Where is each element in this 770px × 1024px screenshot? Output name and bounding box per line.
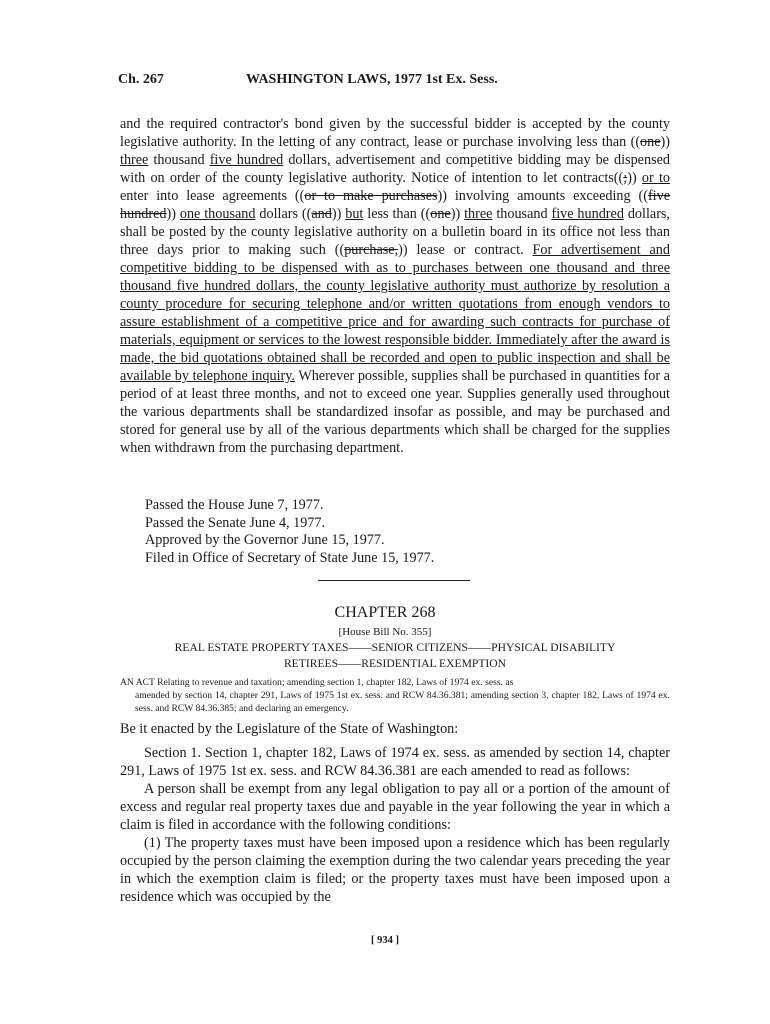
- struck-text: and: [311, 206, 332, 222]
- approved-governor: Approved by the Governor June 15, 1977.: [145, 532, 385, 548]
- text-run: thousand: [148, 152, 210, 168]
- inserted-text: ,: [326, 152, 331, 168]
- exemption-paragraph: A person shall be exempt from any legal obligation to pay all or a portion of the amount of excess and regular real property taxes due and payable in the year following the year in which a claim is filed in accordance with the following conditions:: [120, 781, 670, 833]
- text-run: dollars: [283, 152, 327, 168]
- inserted-text: For advertisement and competitive bidding to be dispensed with as to purchases between one thousand and three thousand five hundred dollars, the county legislative authority must authorize by resolution a county procedure for securing telephone and/or written quotations from enough vendors to assure establishment of a competitive price and for awarding such contracts for purchase of materials, equipment or services to the lowest responsible bidder. Immediately after the award is made, the bid quotations obtained shall be recorded and open to public inspection and shall be available by telephone inquiry.: [120, 242, 670, 384]
- text-run: advertisement and competitive bidding may be dispensed with on order of the county legislative authority. Notice of intention to let contracts((: [120, 152, 670, 186]
- text-run: Wherever possible, supplies shall be purchased in quantities for a period of at least three months, and not to exceed one year. Supplies generally used throughout the various departments shall be standardized insofar as possible, and may be purchased and stored for general use by all of the various departments which shall be charged for the supplies when withdrawn from the purchasing department.: [120, 368, 670, 456]
- filed-secretary: Filed in Office of Secretary of State June 15, 1977.: [145, 549, 435, 566]
- section-text-continued: [120, 115, 670, 457]
- chapter-subject: [130, 640, 660, 672]
- bill-number: [House Bill No. 355]: [338, 626, 432, 638]
- struck-text: or to make purchases: [304, 188, 438, 204]
- struck-text: purchase,: [344, 242, 399, 258]
- act-title: [120, 676, 670, 715]
- act-title-continuation: amended by section 14, chapter 291, Laws of 1975 1st ex. sess. and RCW 84.36.381; amending section 3, chapter 182, Laws of 1974 ex. sess. and RCW 84.36.385; and declaring an emergency.: [135, 690, 670, 714]
- inserted-text: five hundred: [551, 206, 624, 222]
- struck-text: one: [640, 134, 661, 150]
- text-run: enter into lease agreements ((: [120, 188, 305, 204]
- text-run: )): [627, 170, 642, 186]
- struck-text: one: [430, 206, 451, 222]
- text-run: )) lease or contract.: [398, 242, 533, 258]
- running-head: [118, 72, 668, 92]
- legislative-history: [145, 497, 434, 567]
- text-run: dollars, shall be posted by the county legislative authority on a bulletin board in its office not less than three days prior to making such ((: [120, 206, 670, 258]
- inserted-text: three: [120, 152, 149, 168]
- section-divider: [318, 580, 470, 581]
- inserted-text: one thousand: [179, 206, 256, 222]
- subject-line: REAL ESTATE PROPERTY TAXES——SENIOR CITIZENS——PHYSICAL DISABILITY: [174, 641, 616, 654]
- passed-senate: Passed the Senate June 4, 1977.: [145, 514, 326, 531]
- text-run: thousand: [492, 206, 552, 222]
- enacting-clause: Be it enacted by the Legislature of the State of Washington:: [120, 721, 459, 737]
- text-run: and the required contractor's bond given by the successful bidder is accepted by the county legislative authority. In the letting of any contract, lease or purchase involving less than ((: [120, 116, 670, 150]
- page-number: [ 934 ]: [371, 935, 399, 946]
- act-title-first-line: AN ACT Relating to revenue and taxation; amending section 1, chapter 182, Laws of 1974 ex. sess. as: [120, 677, 514, 688]
- chapter-title: CHAPTER 268: [334, 604, 436, 621]
- text-run: )) involving amounts exceeding ((: [437, 188, 648, 204]
- condition-1: (1) The property taxes must have been imposed upon a residence which has been regularly occupied by the person claiming the exemption during the two calendar years preceding the year in which the exemption claim is filed; or the property taxes must have been imposed upon a residence which was occupied by the: [120, 835, 670, 905]
- text-run: )): [450, 206, 465, 222]
- chapter-reference: Ch. 267: [118, 72, 164, 87]
- text-run: less than ((: [363, 206, 431, 222]
- inserted-text: but: [345, 206, 364, 222]
- struck-text: ;: [623, 170, 628, 186]
- inserted-text: three: [464, 206, 493, 222]
- passed-house: Passed the House June 7, 1977.: [145, 497, 324, 513]
- section-1-intro: Section 1. Section 1, chapter 182, Laws of 1974 ex. sess. as amended by section 14, chapter 291, Laws of 1975 1st ex. sess. and RCW 84.36.381 are each amended to read as follows:: [120, 745, 670, 779]
- inserted-text: five hundred: [209, 152, 284, 168]
- text-run: )): [166, 206, 180, 222]
- struck-text: five hundred: [120, 188, 670, 222]
- subject-line: RETIREES——RESIDENTIAL EXEMPTION: [283, 657, 507, 670]
- text-run: )): [660, 134, 670, 150]
- text-run: dollars ((: [255, 206, 312, 222]
- running-title: WASHINGTON LAWS, 1977 1st Ex. Sess.: [246, 72, 498, 87]
- inserted-text: or to: [641, 170, 670, 186]
- text-run: )): [331, 206, 346, 222]
- section-1-text: [120, 744, 670, 906]
